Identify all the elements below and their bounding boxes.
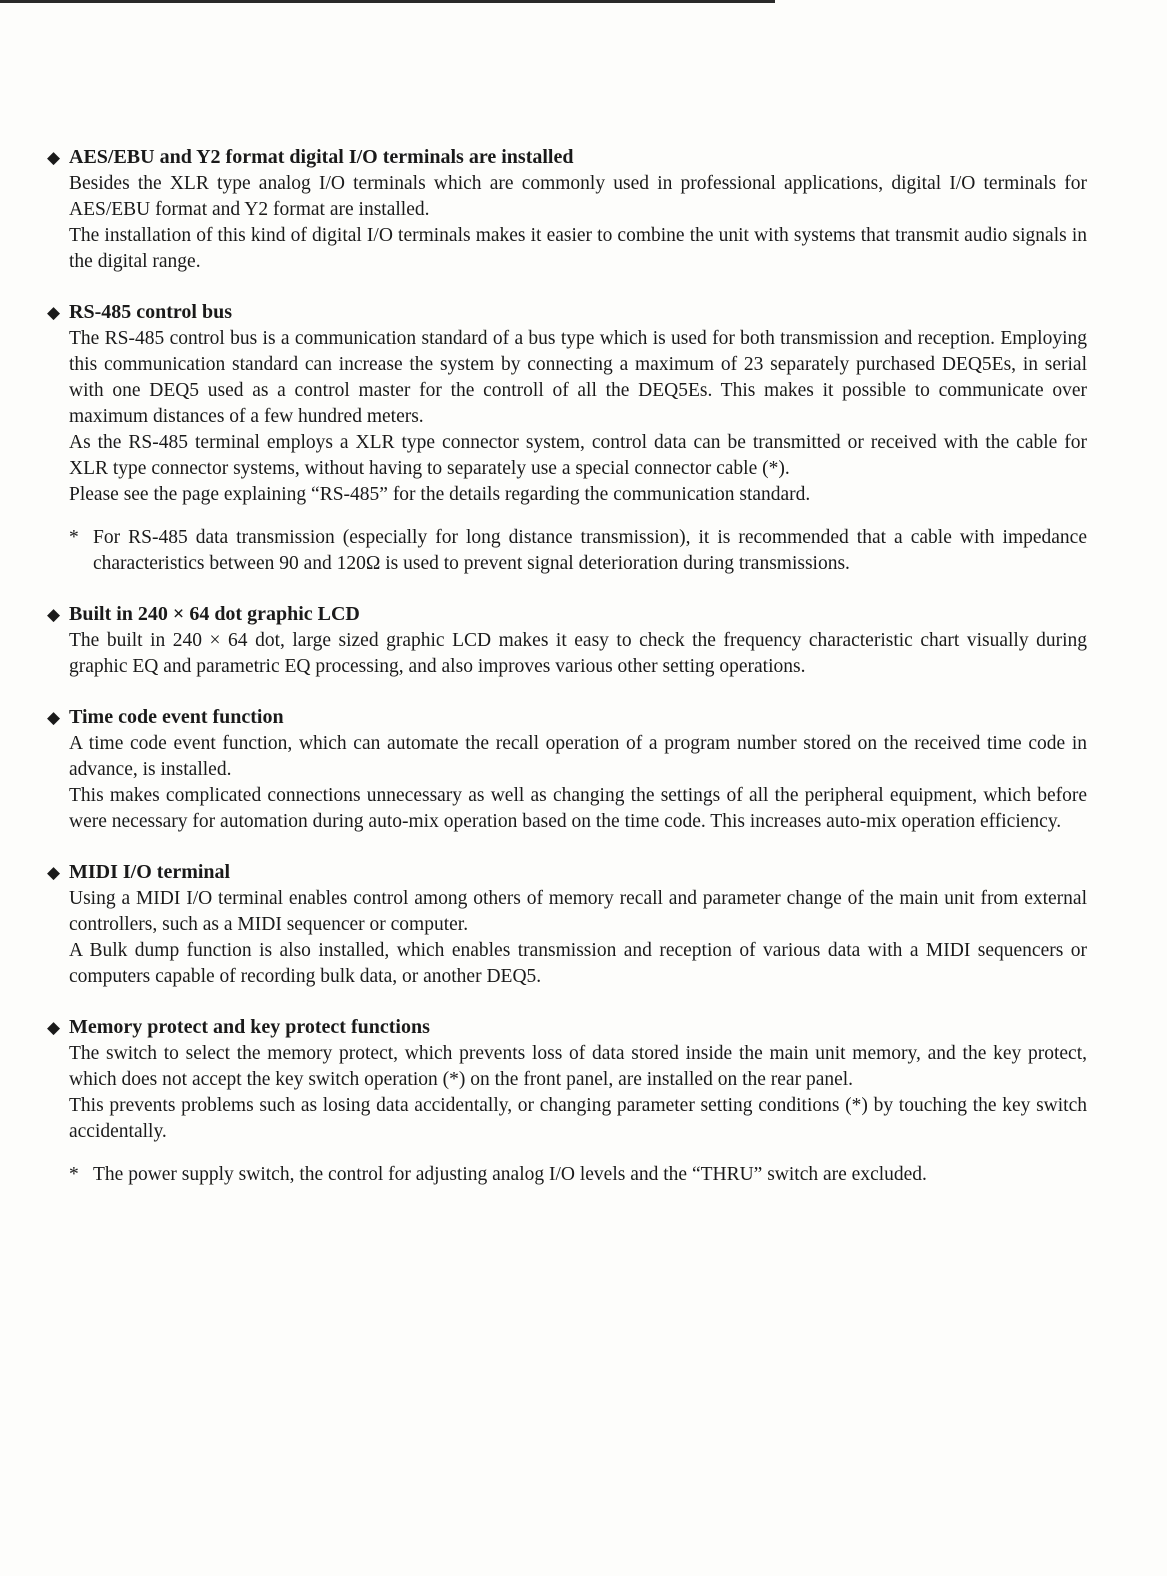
section-time-code xyxy=(47,704,1087,835)
paragraph: This prevents problems such as losing data accidentally, or changing parameter setting conditions (*) by touching the key switch accidentally. xyxy=(69,1095,1087,1142)
diamond-bullet-icon: ◆ xyxy=(47,303,61,322)
section-body xyxy=(47,1041,1087,1145)
section-heading xyxy=(47,859,1087,886)
paragraph: The built in 240 × 64 dot, large sized graphic LCD makes it easy to check the frequency characteristic chart visually during graphic EQ and parametric EQ processing, and also improves various other setting operations. xyxy=(69,630,1087,677)
paragraph: Using a MIDI I/O terminal enables control among others of memory recall and parameter change of the main unit from external controllers, such as a MIDI sequencer or computer. xyxy=(69,888,1087,935)
footnote-text: For RS-485 data transmission (especially for long distance transmission), it is recommended that a cable with impedance characteristics between 90 and 120Ω is used to prevent signal deterioration during transmissions. xyxy=(93,527,1087,574)
paragraph: Besides the XLR type analog I/O terminals which are commonly used in professional applications, digital I/O terminals for AES/EBU format and Y2 format are installed. xyxy=(69,173,1087,220)
asterisk-mark: * xyxy=(69,1164,79,1185)
section-body xyxy=(47,171,1087,275)
section-heading xyxy=(47,704,1087,731)
diamond-bullet-icon: ◆ xyxy=(47,708,61,727)
heading-text: Built in 240 × 64 dot graphic LCD xyxy=(69,603,360,625)
paragraph: A time code event function, which can automate the recall operation of a program number stored on the received time code in advance, is installed. xyxy=(69,733,1087,780)
paragraph: As the RS-485 terminal employs a XLR type connector system, control data can be transmitted or received with the cable for XLR type connector systems, without having to separately use a special connector cable (*). xyxy=(69,432,1087,479)
section-heading xyxy=(47,601,1087,628)
section-heading xyxy=(47,144,1087,171)
footnote-text: The power supply switch, the control for adjusting analog I/O levels and the “THRU” switch are excluded. xyxy=(93,1164,927,1185)
diamond-bullet-icon: ◆ xyxy=(47,148,61,167)
section-lcd xyxy=(47,601,1087,680)
diamond-bullet-icon: ◆ xyxy=(47,605,61,624)
footnote xyxy=(47,1162,1087,1188)
section-body xyxy=(47,731,1087,835)
diamond-bullet-icon: ◆ xyxy=(47,1018,61,1037)
paragraph: The RS-485 control bus is a communication standard of a bus type which is used for both transmission and reception. Employing this communication standard can increase the system by connecting a maximum of 23 separately purchased DEQ5Es, in serial with one DEQ5 used as a control master for the controll of all the DEQ5Es. This makes it possible to communicate over maximum distances of a few hundred meters. xyxy=(69,328,1087,427)
section-midi xyxy=(47,859,1087,990)
diamond-bullet-icon: ◆ xyxy=(47,863,61,882)
section-rs485 xyxy=(47,299,1087,577)
section-body xyxy=(47,886,1087,990)
section-body xyxy=(47,326,1087,508)
heading-text: Time code event function xyxy=(69,706,284,728)
paragraph: The switch to select the memory protect, which prevents loss of data stored inside the main unit memory, and the key protect, which does not accept the key switch operation (*) on the front panel, are installed on the rear panel. xyxy=(69,1043,1087,1090)
heading-text: MIDI I/O terminal xyxy=(69,861,231,883)
heading-text: RS-485 control bus xyxy=(69,301,232,323)
top-rule xyxy=(0,0,775,3)
footnote xyxy=(47,525,1087,577)
paragraph: Please see the page explaining “RS-485” for the details regarding the communication standard. xyxy=(69,484,811,505)
section-protect xyxy=(47,1014,1087,1188)
section-aes-ebu xyxy=(47,144,1087,275)
paragraph: A Bulk dump function is also installed, which enables transmission and reception of various data with a MIDI sequencers or computers capable of recording bulk data, or another DEQ5. xyxy=(69,940,1087,987)
heading-text: Memory protect and key protect functions xyxy=(69,1016,430,1038)
paragraph: The installation of this kind of digital I/O terminals makes it easier to combine the unit with systems that transmit audio signals in the digital range. xyxy=(69,225,1087,272)
section-heading xyxy=(47,299,1087,326)
page-content xyxy=(47,144,1087,1212)
paragraph: This makes complicated connections unnecessary as well as changing the settings of all the peripheral equipment, which before were necessary for automation during auto-mix operation based on the time code. This increases auto-mix operation efficiency. xyxy=(69,785,1087,832)
section-body xyxy=(47,628,1087,680)
section-heading xyxy=(47,1014,1087,1041)
asterisk-mark: * xyxy=(69,527,79,548)
heading-text: AES/EBU and Y2 format digital I/O terminals are installed xyxy=(69,146,574,168)
